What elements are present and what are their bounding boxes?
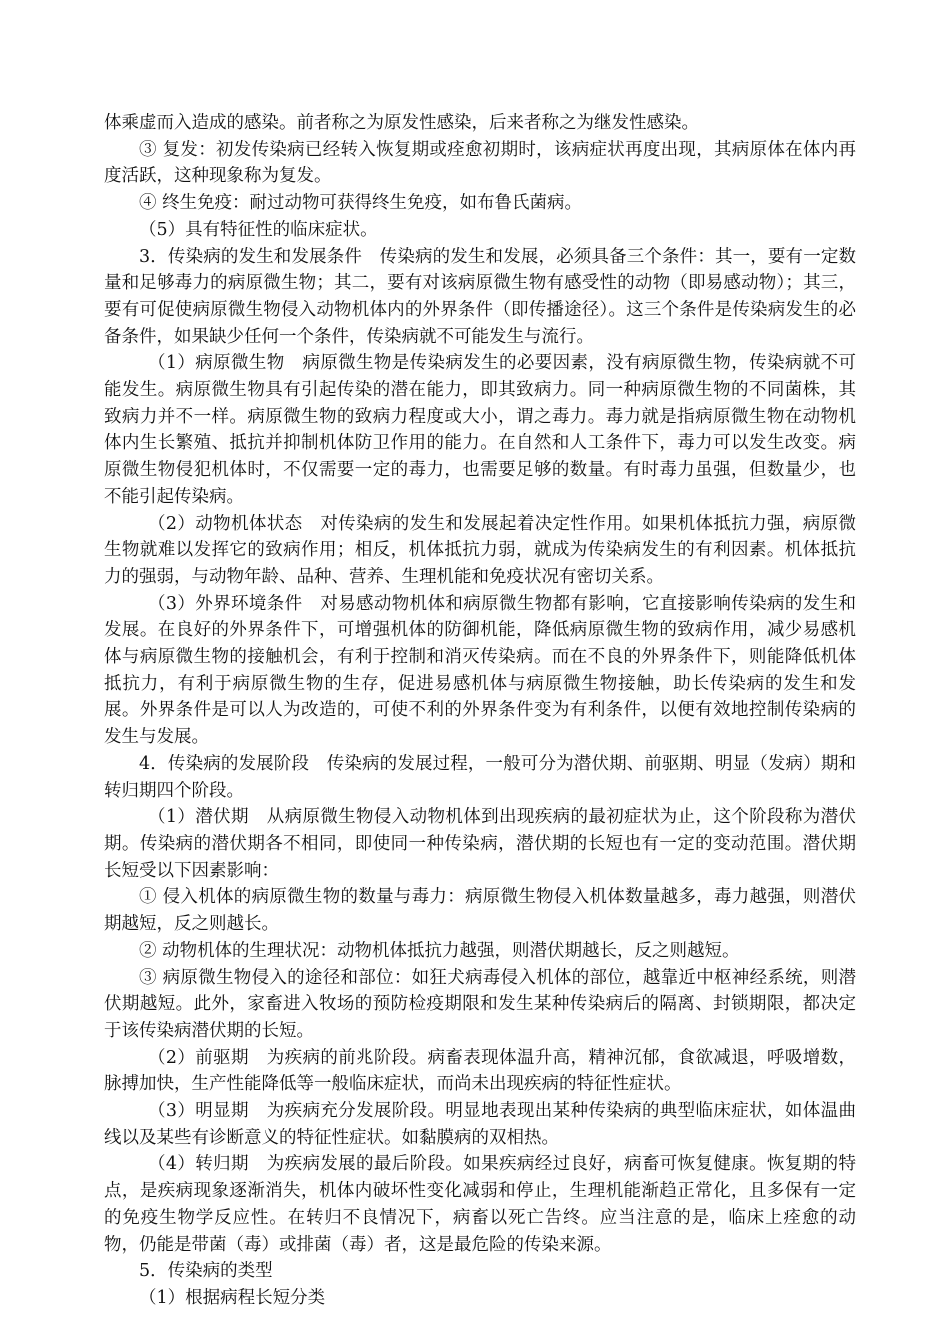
paragraph-pathogen: （1）病原微生物 病原微生物是传染病发生的必要因素，没有病原微生物，传染病就不可能发生。病原微生物具有引起传染的潜在能力，即其致病力。同一种病原微生物的不同菌株，其致病力并不一样。病原微生物的致病力程度或大小，谓之毒力。毒力就是指病原微生物在动物机体内生长繁殖、抵抗并抑制机体防卫作用的能力。在自然和人工条件下，毒力可以发生改变。病原微生物侵犯机体时，不仅需要一定的毒力，也需要足够的数量。有时毒力虽强，但数量少，也不能引起传染病。	[104, 353, 856, 507]
paragraph-environment: （3）外界环境条件 对易感动物机体和病原微生物都有影响，它直接影响传染病的发生和发展。在良好的外界条件下，可增强机体的防御机能，降低病原微生物的致病作用，减少易感机体与病原微生物的接触机会，有利于控制和消灭传染病。而在不良的外界条件下，则能降低机体抵抗力，有利于病原微生物的生存，促进易感机体与病原微生物接触，助长传染病的发生和发展。外界条件是可以人为改造的，可使不利的外界条件变为有利条件，以便有效地控制传染病的发生与发展。	[104, 593, 856, 748]
document-body	[104, 110, 856, 1312]
paragraph-relapse: ③ 复发：初发传染病已经转入恢复期或痊愈初期时，该病症状再度出现，其病原体在体内再度活跃，这种现象称为复发。	[104, 139, 856, 187]
paragraph-incubation: （1）潜伏期 从病原微生物侵入动物机体到出现疾病的最初症状为止，这个阶段称为潜伏期。传染病的潜伏期各不相同，即使同一种传染病，潜伏期的长短也有一定的变动范围。潜伏期长短受以下因素影响：	[104, 807, 856, 881]
paragraph-clinical-symptoms: （5）具有特征性的临床症状。	[139, 219, 378, 240]
paragraph-prodromal: （2）前驱期 为疾病的前兆阶段。病畜表现体温升高，精神沉郁，食欲减退，呼吸增数，脉搏加快，生产性能降低等一般临床症状，而尚未出现疾病的特征性症状。	[104, 1047, 856, 1095]
paragraph-host-state: （2）动物机体状态 对传染病的发生和发展起着决定性作用。如果机体抵抗力强，病原微生物就难以发挥它的致病作用；相反，机体抵抗力弱，就成为传染病发生的有利因素。机体抵抗力的强弱，与动物年龄、品种、营养、生理机能和免疫状况有密切关系。	[104, 513, 856, 587]
list-item-2: ② 动物机体的生理状况：动物机体抵抗力越强，则潜伏期越长，反之则越短。	[139, 940, 740, 961]
section-heading-4: 4．传染病的发展阶段 传染病的发展过程，一般可分为潜伏期、前驱期、明显（发病）期和转归期四个阶段。	[104, 753, 856, 801]
paragraph-1: 体乘虚而入造成的感染。前者称之为原发性感染，后来者称之为继发性感染。	[104, 113, 699, 133]
paragraph-lifelong-immunity: ④ 终生免疫：耐过动物可获得终生免疫，如布鲁氏菌病。	[139, 193, 583, 214]
paragraph-outcome: （4）转归期 为疾病发展的最后阶段。如果疾病经过良好，病畜可恢复健康。恢复期的特点，是疾病现象逐渐消失，机体内破坏性变化减弱和停止，生理机能渐趋正常化，且多保有一定的免疫生物学反应性。在转归不良情况下，病畜以死亡告终。应当注意的是，临床上痊愈的动物，仍能是带菌（毒）或排菌（毒）者，这是最危险的传染来源。	[104, 1154, 856, 1255]
paragraph-manifest: （3）明显期 为疾病充分发展阶段。明显地表现出某种传染病的典型临床症状，如体温曲线以及某些有诊断意义的特征性症状。如黏膜病的双相热。	[104, 1101, 856, 1148]
section-heading-3: 3．传染病的发生和发展条件 传染病的发生和发展，必须具备三个条件：其一，要有一定数量和足够毒力的病原微生物；其二，要有对该病原微生物有感受性的动物（即易感动物）；其三，要有可促使病原微生物侵入动物机体内的外界条件（即传播途径）。这三个条件是传染病发生的必备条件，如果缺少任何一个条件，传染病就不可能发生与流行。	[104, 246, 856, 347]
list-item-1: ① 侵入机体的病原微生物的数量与毒力：病原微生物侵入机体数量越多，毒力越强，则潜伏期越短，反之则越长。	[104, 887, 856, 935]
subheading-course-length: （1）根据病程长短分类	[139, 1287, 326, 1308]
section-heading-5: 5．传染病的类型	[139, 1261, 273, 1282]
list-item-3: ③ 病原微生物侵入的途径和部位：如狂犬病毒侵入机体的部位，越靠近中枢神经系统，则潜伏期越短。此外，家畜进入牧场的预防检疫期限和发生某种传染病后的隔离、封锁期限，都决定于该传染病潜伏期的长短。	[104, 967, 856, 1041]
